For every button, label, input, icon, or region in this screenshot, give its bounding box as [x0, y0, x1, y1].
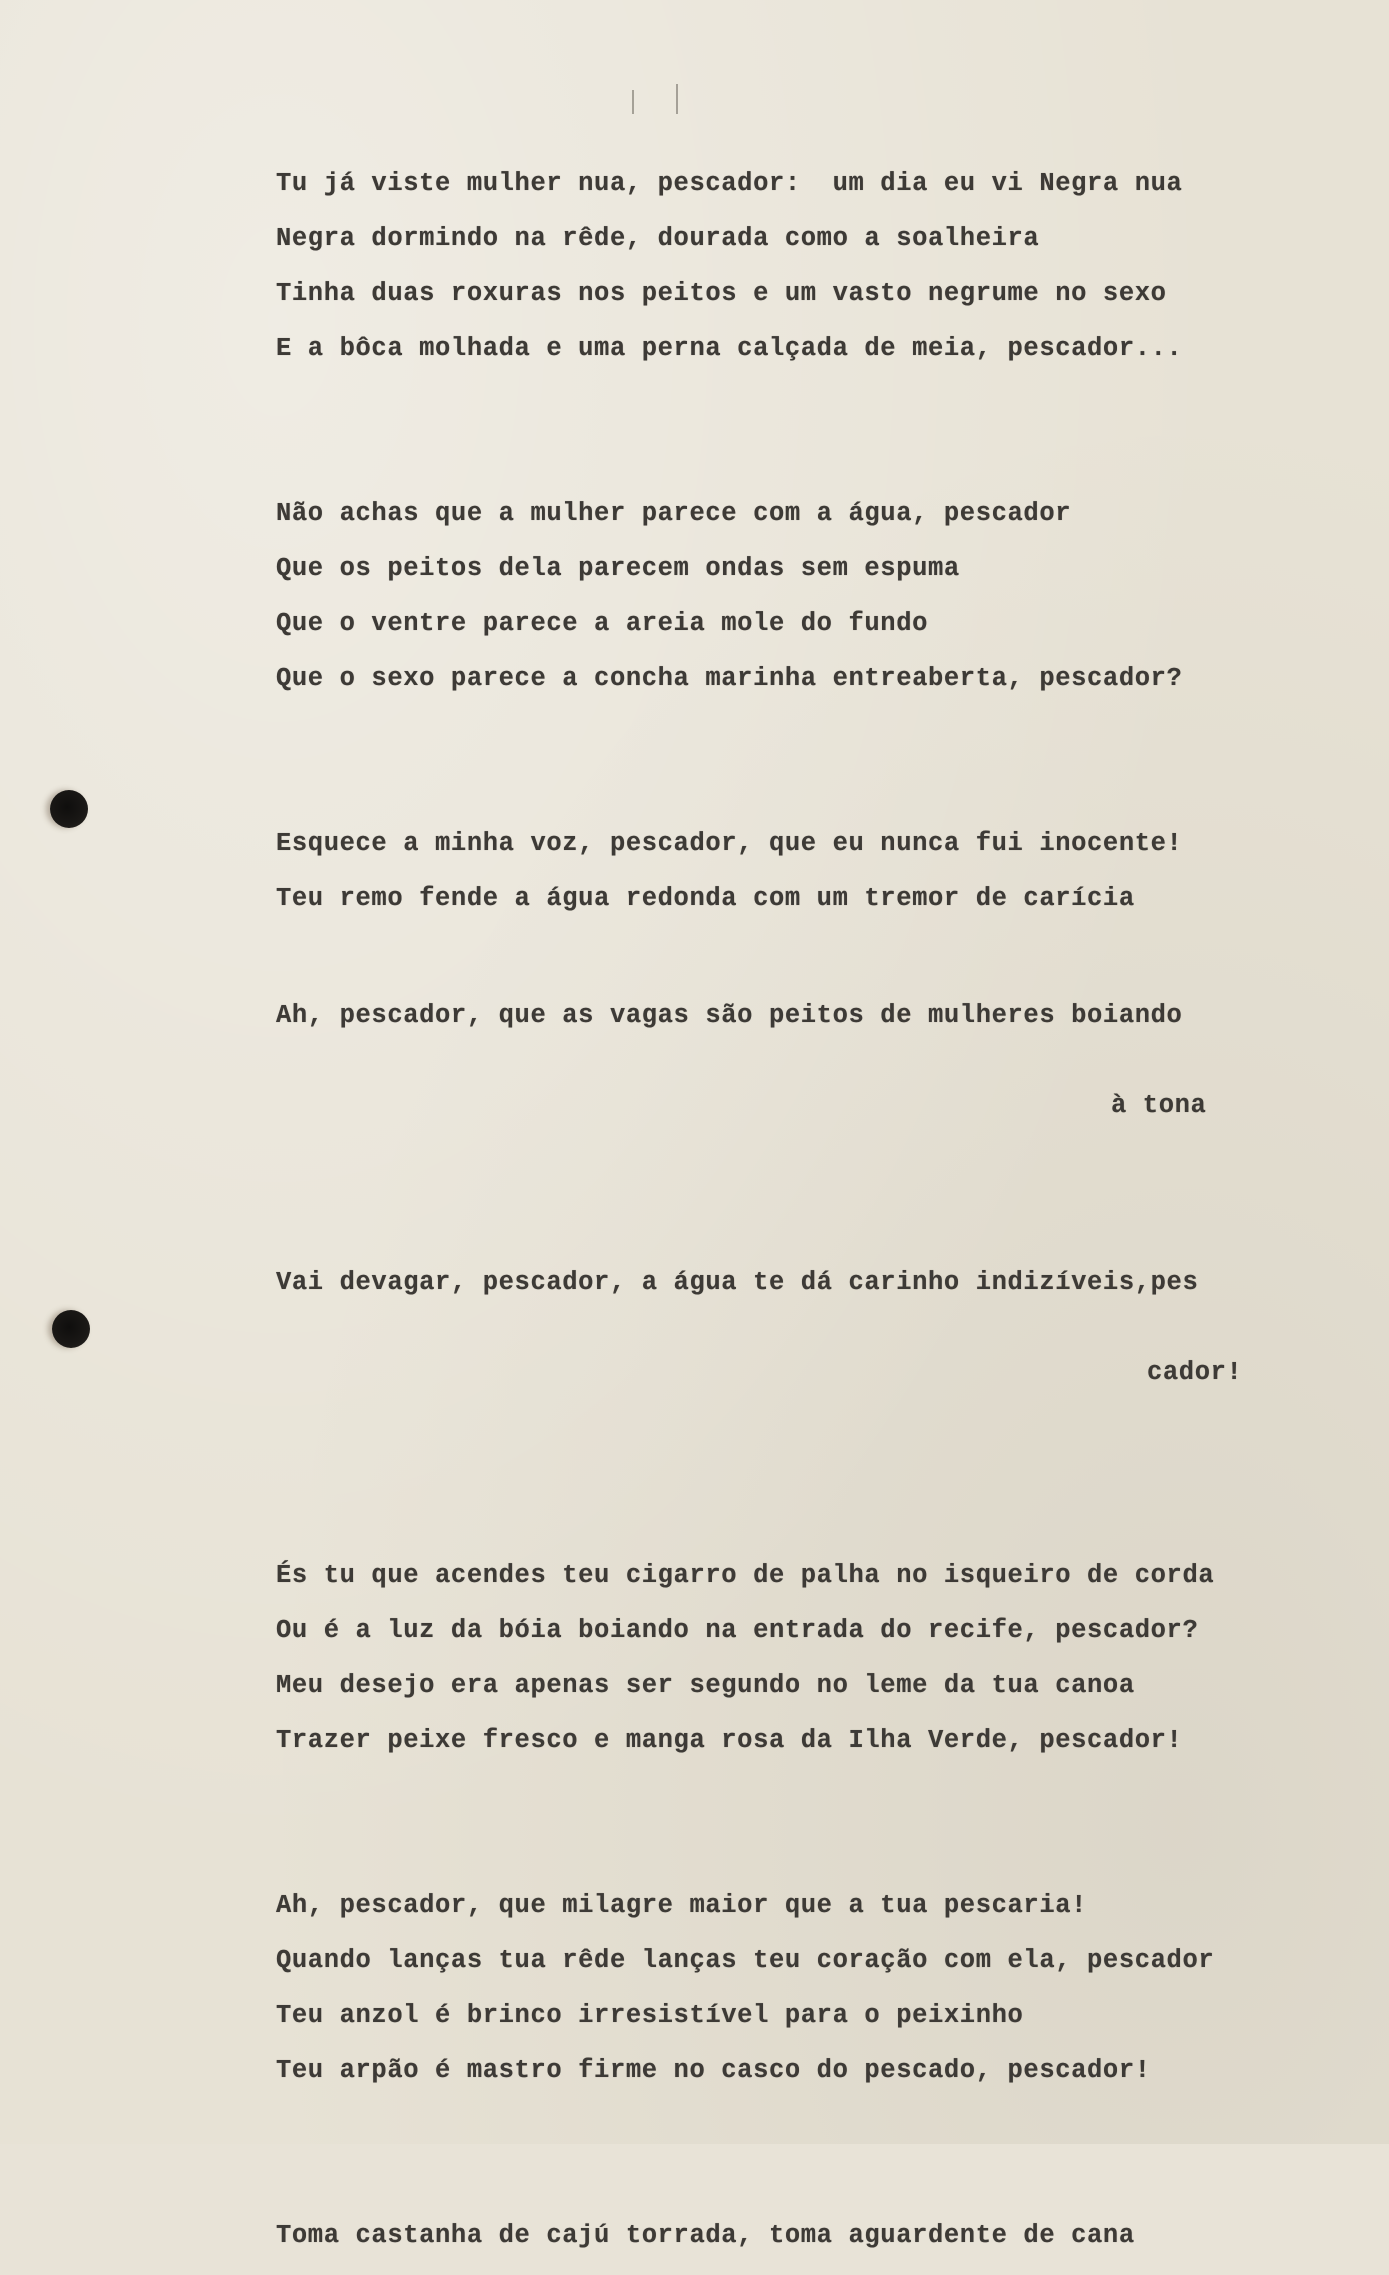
- punch-hole: [52, 1310, 90, 1348]
- poem-line: Negra dormindo na rêde, dourada como a soalheira: [276, 224, 1040, 253]
- poem-line: Ah, pescador, que milagre maior que a tua pescaria!: [276, 1891, 1088, 1920]
- paper-mark: [632, 90, 634, 114]
- stanza: [276, 2220, 1276, 2275]
- poem-line: Teu remo fende a água redonda com um tremor de carícia: [276, 884, 1135, 913]
- paper-mark: [676, 84, 678, 114]
- poem-line: Toma castanha de cajú torrada, toma aguardente de cana: [276, 2221, 1135, 2250]
- stanza: [276, 498, 1276, 718]
- poem-line-text: Vai devagar, pescador, a água te dá carinho indizíveis,pes: [276, 1268, 1199, 1297]
- poem-line: Teu arpão é mastro firme no casco do pescado, pescador!: [276, 2056, 1151, 2085]
- poem-line: És tu que acendes teu cigarro de palha no isqueiro de corda: [276, 1561, 1215, 1590]
- poem-line: Quando lanças tua rêde lanças teu coração com ela, pescador: [276, 1946, 1215, 1975]
- poem-line: Que o sexo parece a concha marinha entreaberta, pescador?: [276, 664, 1183, 693]
- poem-line: Teu anzol é brinco irresistível para o peixinho: [276, 2001, 1024, 2030]
- poem-line-wrapped: [276, 1205, 1276, 1450]
- poem-line-continuation: à tona: [1111, 1091, 1207, 1120]
- stanza: [276, 168, 1276, 388]
- poem-line: Não achas que a mulher parece com a água, pescador: [276, 499, 1072, 528]
- poem-line: E a bôca molhada e uma perna calçada de meia, pescador...: [276, 334, 1183, 363]
- punch-hole: [50, 790, 88, 828]
- stanza: [276, 1890, 1276, 2110]
- stanza: [276, 1560, 1276, 1780]
- poem-line: Que o ventre parece a areia mole do fundo: [276, 609, 929, 638]
- poem-line: Tu já viste mulher nua, pescador: um dia eu vi Negra nua: [276, 169, 1183, 198]
- poem-line-text: Ah, pescador, que as vagas são peitos de mulheres boiando: [276, 1001, 1183, 1030]
- poem-line: Ou é a luz da bóia boiando na entrada do recife, pescador?: [276, 1616, 1199, 1645]
- poem-body: [276, 168, 1276, 2275]
- poem-line: Esquece a minha voz, pescador, que eu nunca fui inocente!: [276, 829, 1183, 858]
- stanza: [276, 828, 1276, 1450]
- poem-line: Tinha duas roxuras nos peitos e um vasto negrume no sexo: [276, 279, 1167, 308]
- poem-line: Trazer peixe fresco e manga rosa da Ilha Verde, pescador!: [276, 1726, 1183, 1755]
- poem-line: Meu desejo era apenas ser segundo no leme da tua canoa: [276, 1671, 1135, 1700]
- poem-line: Que os peitos dela parecem ondas sem espuma: [276, 554, 960, 583]
- poem-line-continuation: cador!: [1147, 1358, 1243, 1387]
- poem-line-wrapped: [276, 938, 1276, 1183]
